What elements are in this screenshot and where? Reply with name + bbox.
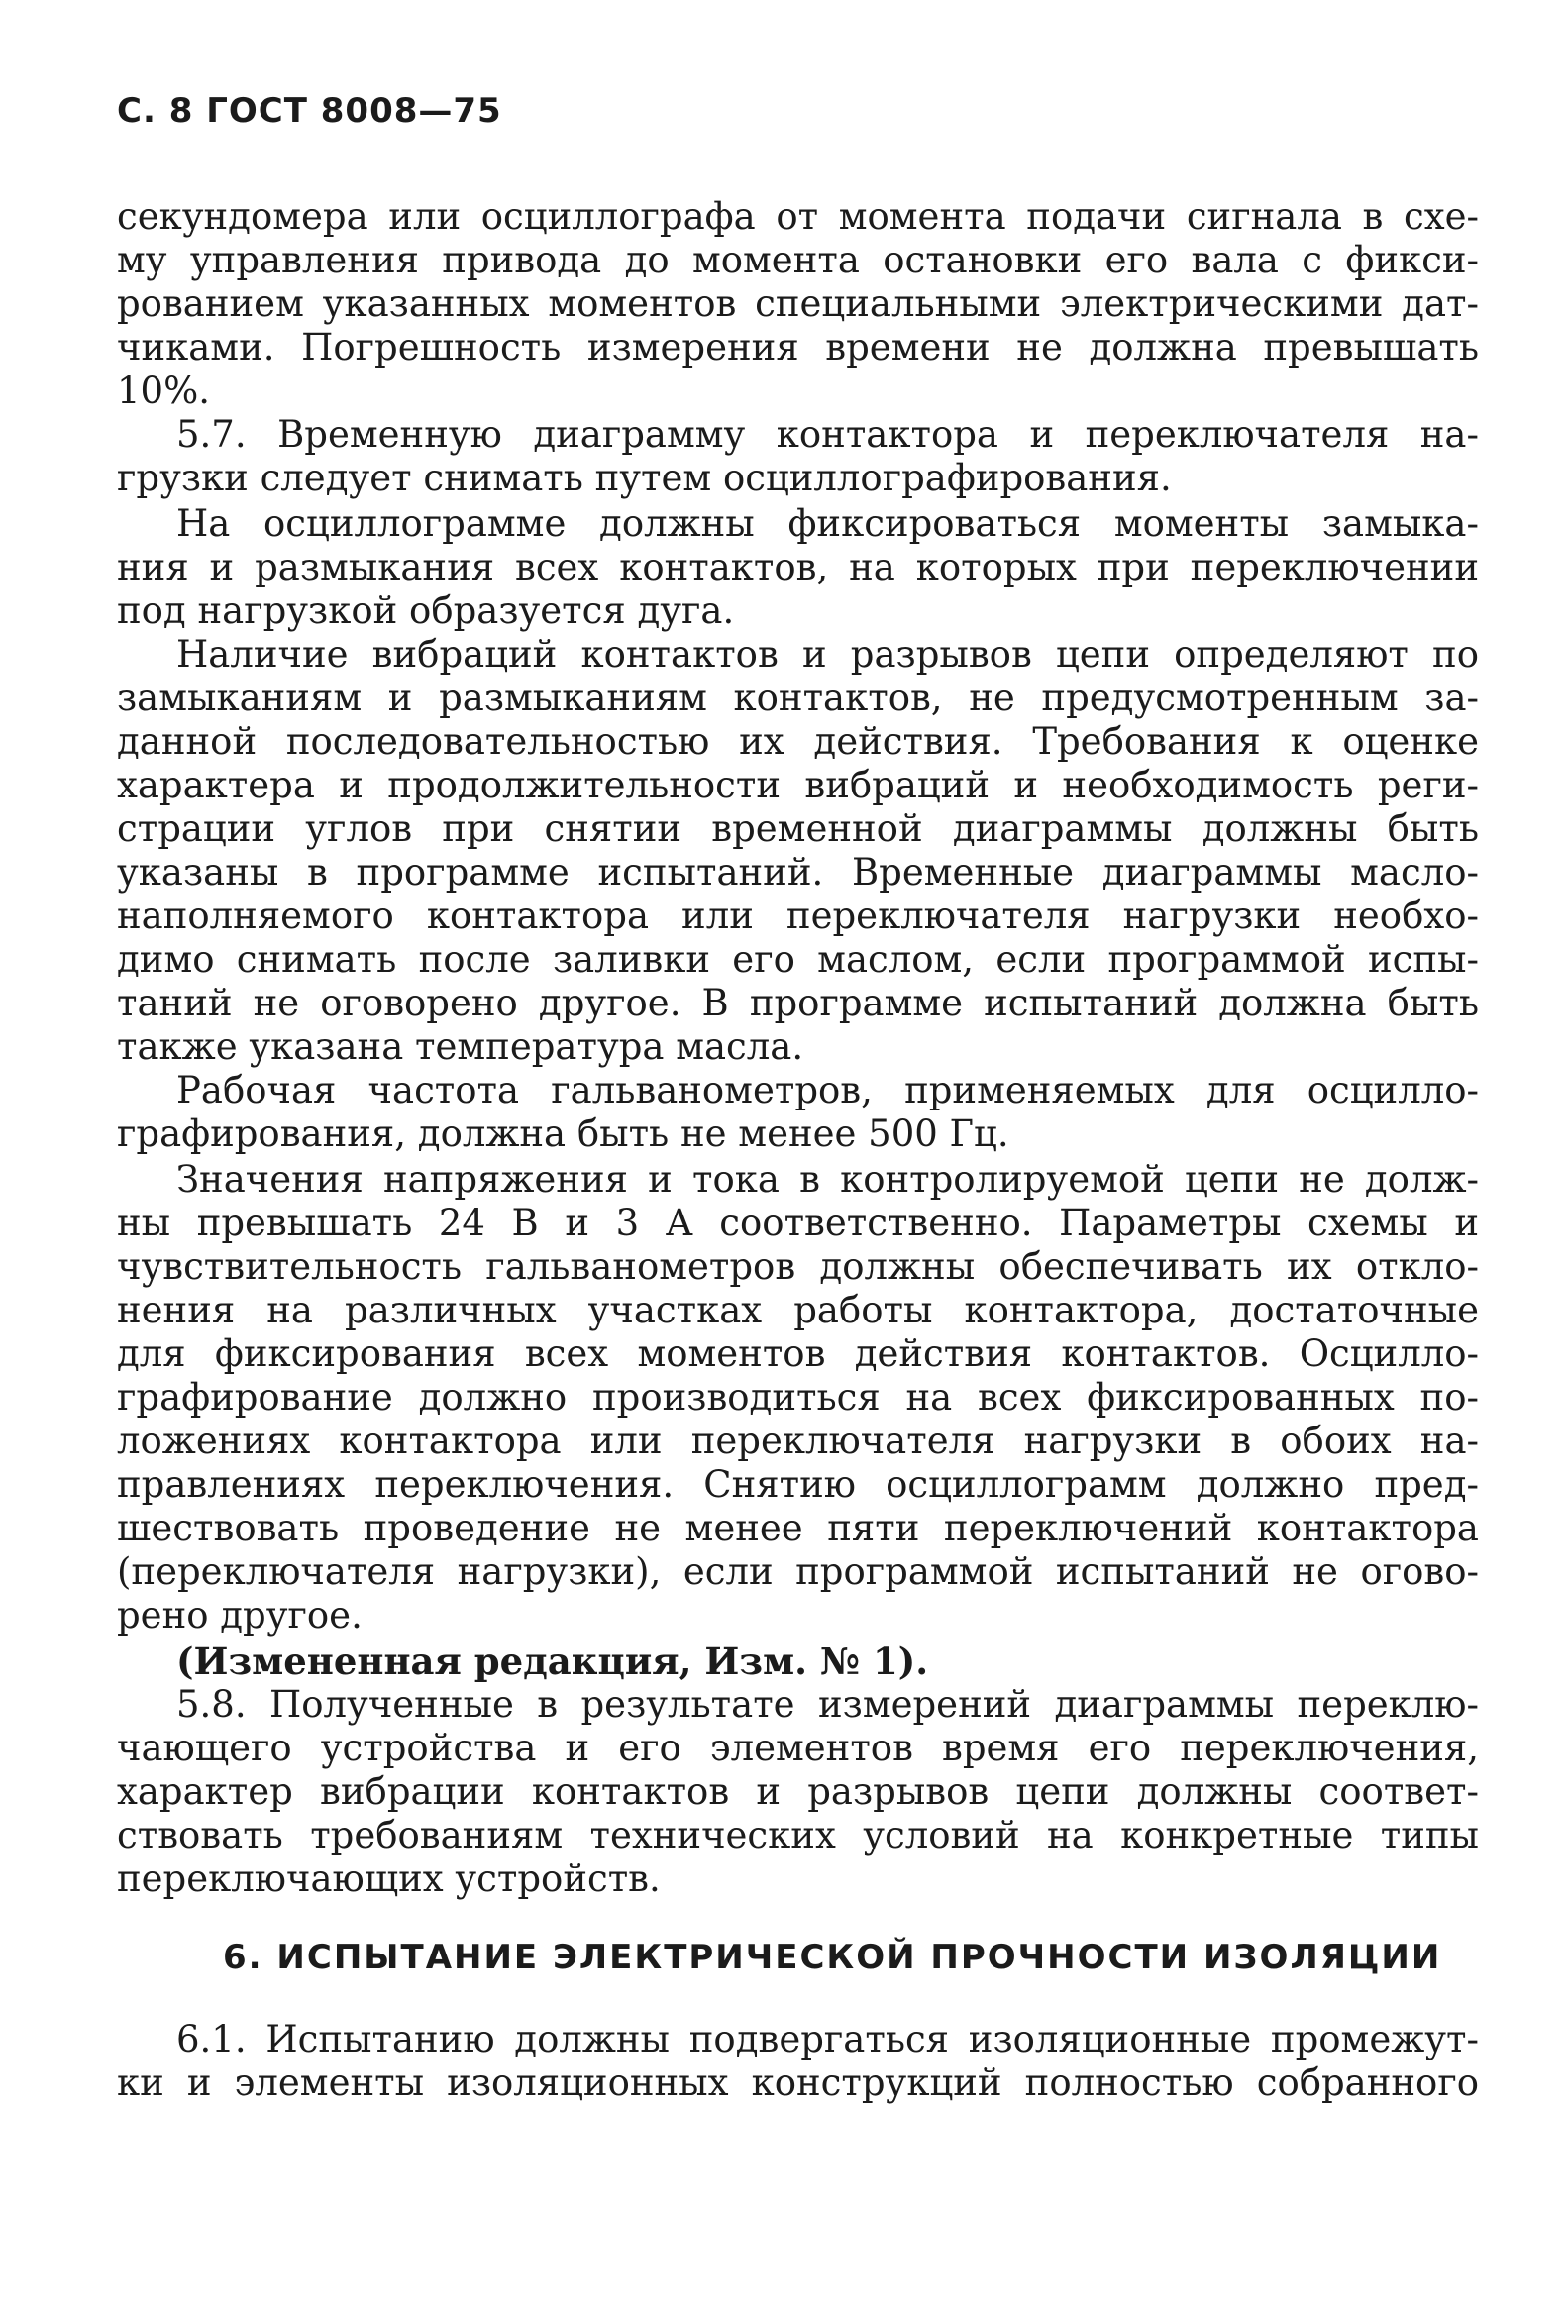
section-title: 6. ИСПЫТАНИЕ ЭЛЕКТРИЧЕСКОЙ ПРОЧНОСТИ ИЗОЛЯЦИИ [223, 1938, 1442, 1977]
text-line: 5.8. Полученные в результате измерений диаграммы переклю- [176, 1683, 1479, 1726]
page-header: С. 8 ГОСТ 8008—75 [117, 91, 502, 131]
text-line: указаны в программе испытаний. Временные диаграммы масло- [117, 851, 1479, 894]
text-line: (переключателя нагрузки), если программой испытаний не огово- [117, 1550, 1479, 1593]
text-line: правлениях переключения. Снятию осциллограмм должно пред- [117, 1463, 1479, 1506]
text-line: таний не оговорено другое. В программе испытаний должна быть [117, 982, 1479, 1024]
text-line: также указана температура масла. [117, 1025, 804, 1068]
text-line: 6.1. Испытанию должны подвергаться изоляционные промежут- [176, 2018, 1479, 2060]
text-line: графирования, должна быть не менее 500 Гц. [117, 1112, 1009, 1155]
text-line: ки и элементы изоляционных конструкций полностью собранного [117, 2061, 1479, 2104]
text-line: ны превышать 24 В и 3 А соответственно. Параметры схемы и [117, 1202, 1479, 1244]
text-line: данной последовательностью их действия. Требования к оценке [117, 720, 1479, 763]
text-line: димо снимать после заливки его маслом, если программой испы- [117, 938, 1479, 981]
text-line: ствовать требованиям технических условий на конкретные типы [117, 1814, 1479, 1856]
text-line: грузки следует снимать путем осциллографирования. [117, 457, 1172, 499]
text-line: чающего устройства и его элементов время его переключения, [117, 1727, 1479, 1769]
text-line: Значения напряжения и тока в контролируемой цепи не долж- [176, 1158, 1479, 1201]
text-line: Рабочая частота гальванометров, применяемых для осцилло- [176, 1069, 1479, 1111]
text-line: ния и размыкания всех контактов, на которых при переключении [117, 546, 1479, 588]
text-line: характера и продолжительности вибраций и необходимость реги- [117, 764, 1479, 806]
text-line: для фиксирования всех моментов действия контактов. Осцилло- [117, 1332, 1479, 1375]
text-line: под нагрузкой образуется дуга. [117, 589, 735, 632]
text-line: секундомера или осциллографа от момента подачи сигнала в схе- [117, 195, 1479, 238]
text-line: наполняемого контактора или переключателя нагрузки необхо- [117, 895, 1479, 937]
text-line: шествовать проведение не менее пяти переключений контактора [117, 1507, 1479, 1549]
text-line: графирование должно производиться на всех фиксированных по- [117, 1376, 1479, 1419]
text-line: нения на различных участках работы контактора, достаточные [117, 1289, 1479, 1331]
text-line: чувствительность гальванометров должны обеспечивать их откло- [117, 1245, 1479, 1288]
text-line: рено другое. [117, 1594, 363, 1637]
text-line: му управления привода до момента остановки его вала с фикси- [117, 239, 1479, 281]
text-line: чиками. Погрешность измерения времени не должна превышать [117, 326, 1479, 369]
text-line: страции углов при снятии временной диаграммы должны быть [117, 807, 1479, 850]
text-line: ложениях контактора или переключателя нагрузки в обоих на- [117, 1420, 1479, 1462]
text-line: переключающих устройств. [117, 1857, 661, 1900]
text-line: рованием указанных моментов специальными электрическими дат- [117, 282, 1479, 325]
text-line: 10%. [117, 370, 210, 412]
text-line: 5.7. Временную диаграмму контактора и переключателя на- [176, 413, 1479, 456]
text-line: Наличие вибраций контактов и разрывов цепи определяют по [176, 633, 1479, 676]
text-line: замыканиям и размыканиям контактов, не предусмотренным за- [117, 677, 1479, 719]
amendment-note: (Измененная редакция, Изм. № 1). [176, 1639, 929, 1683]
text-line: характер вибрации контактов и разрывов цепи должны соответ- [117, 1770, 1479, 1813]
text-line: На осциллограмме должны фиксироваться моменты замыка- [176, 502, 1479, 545]
